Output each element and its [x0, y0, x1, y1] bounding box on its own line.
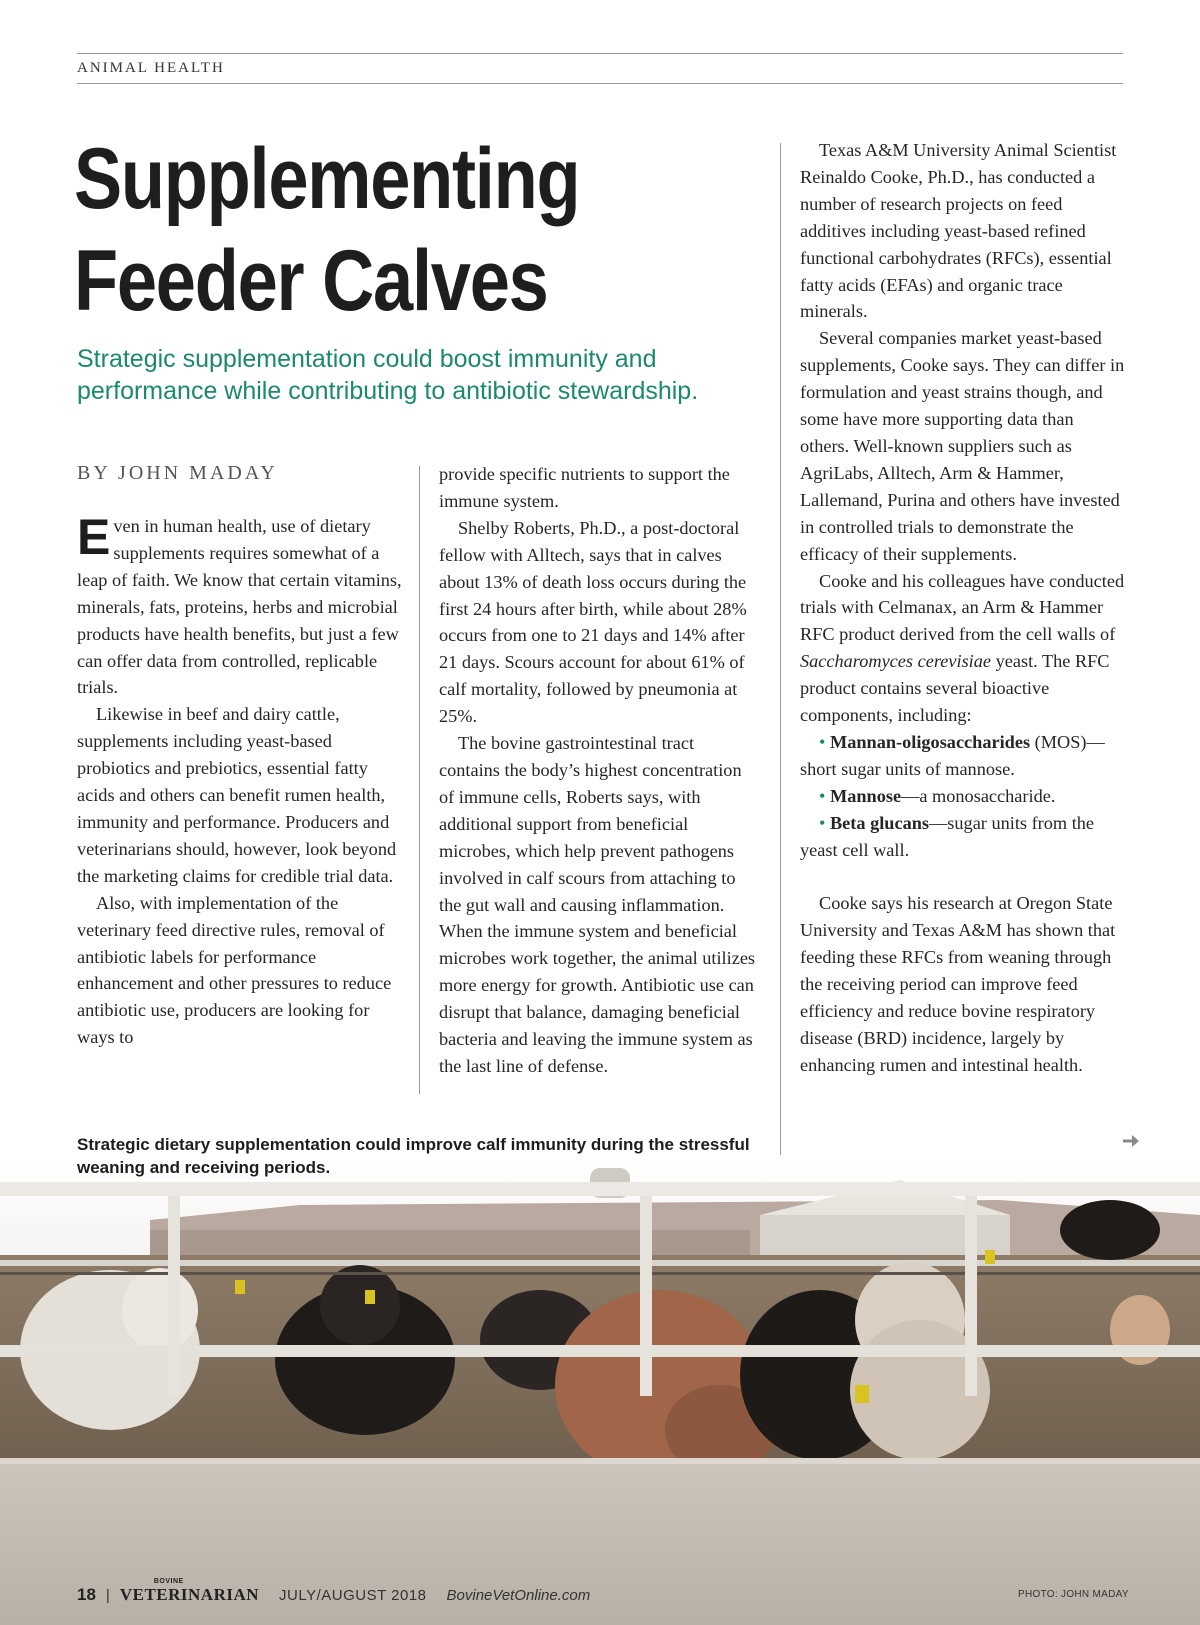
col3-p3-start: Cooke and his colleagues have conducted trials with Celmanax, an Arm & Hammer RFC product derived from the cell walls of [800, 570, 1125, 645]
issue-date: JULY/AUGUST 2018 [279, 1586, 427, 1604]
bullet-dot-icon: • [819, 731, 826, 752]
bullet-dot-icon: • [819, 812, 826, 833]
article-deck: Strategic supplementation could boost immunity and performance while contributing to antibiotic stewardship. [77, 345, 699, 405]
footer-separator: | [105, 1586, 110, 1604]
col3-paragraph-3 [800, 568, 1126, 729]
bullet-term: Mannose [829, 785, 902, 806]
section-label: ANIMAL HEALTH [77, 60, 225, 76]
bullet-term: Mannan-oligosaccharides [829, 731, 1031, 752]
spacer [800, 863, 1126, 890]
column-1 [77, 509, 403, 1051]
bullet-item [800, 783, 1126, 810]
column-3 [800, 137, 1126, 1079]
top-rule-lower [77, 83, 1123, 84]
top-rule-upper [77, 53, 1123, 54]
col1-paragraph-3: Also, with implementation of the veterinary feed directive rules, removal of antibiotic labels for performance enhancement and other pressures to reduce antibiotic use, producers are looking for ways to [77, 892, 392, 1048]
col2-paragraph-2: Shelby Roberts, Ph.D., a post-doctoral fellow with Alltech, says that in calves about 13% of death loss occurs during the first 24 hours after birth, while about 28% occurs from one to 21 days and 14% after 21 days. Scours account for about 61% of calf mortality, followed by pneumonia at 25%. [439, 517, 747, 727]
website-url: BovineVetOnline.com [446, 1586, 591, 1604]
column-2 [439, 461, 759, 1080]
bullet-dot-icon: • [819, 785, 826, 806]
photo-credit: PHOTO: JOHN MADAY [1018, 1589, 1129, 1600]
bullet-term: Beta glucans [829, 812, 930, 833]
page-footer [77, 1578, 591, 1605]
photo-feedlot-calves [0, 1160, 1200, 1625]
species-name: Saccharomyces cerevisiae [800, 651, 992, 672]
col2-paragraph-3: The bovine gastrointestinal tract contains the body’s highest concentration of immune cells, Roberts says, with additional support from beneficial microbes, which help prevent pathogens involved in calf scours from attaching to the gut wall and causing inflammation. When the immune system and beneficial microbes work together, the animal utilizes more energy for growth. Antibiotic use can disrupt that balance, damaging beneficial bacteria and leaving the immune system as the last line of defense. [439, 733, 756, 1076]
col3-paragraph-1: Texas A&M University Animal Scientist Reinaldo Cooke, Ph.D., has conducted a number of research projects on feed additives including yeast-based refined functional carbohydrates (RFCs), essential fatty acids (EFAs) and organic trace minerals. [800, 140, 1117, 322]
col1-paragraph-1 [77, 509, 403, 701]
bullet-item [800, 729, 1126, 783]
col3-paragraph-2: Several companies market yeast-based supplements, Cooke says. They can differ in formulation and yeast strains though, and some have more supporting data than others. Well-known suppliers such as AgriLabs, Alltech, Arm & Hammer, Lallemand, Purina and others have invested in controlled trials to demonstrate the efficacy of their supplements. [800, 328, 1125, 564]
byline: BY JOHN MADAY [77, 462, 278, 484]
arrow-right-icon [1121, 1131, 1141, 1151]
column-divider-1 [419, 466, 420, 1094]
page-number: 18 [77, 1585, 96, 1604]
column-divider-2 [780, 143, 781, 1155]
col3-p3-end: yeast. The RFC product contains several bioactive components, including: [800, 651, 1110, 726]
magazine-logo [119, 1578, 260, 1605]
col1-p1-text: ven in human health, use of dietary supplements requires somewhat of a leap of faith. We know that certain vitamins, minerals, fats, proteins, herbs and microbial products have health benefits, but just a few can offer data from controlled, replicable trials. [77, 516, 402, 698]
col1-paragraph-2: Likewise in beef and dairy cattle, supplements including yeast-based probiotics and prebiotics, essential fatty acids and others can benefit rumen health, immunity and performance. Producers and veterinarians should, however, look beyond the marketing claims for credible trial data. [77, 704, 397, 886]
title-line-1: Supplementing [74, 131, 580, 227]
col2-paragraph-1: provide specific nutrients to support the immune system. [439, 464, 730, 511]
logo-text: VETERINARIAN [119, 1585, 260, 1604]
article-title [74, 128, 645, 332]
bullet-desc: —a monosaccharide. [901, 785, 1056, 806]
title-line-2: Feeder Calves [74, 233, 548, 329]
bullet-desc: (MOS)—short sugar units of mannose. [800, 731, 1105, 779]
bullet-item [800, 810, 1126, 864]
col3-paragraph-4: Cooke says his research at Oregon State University and Texas A&M has shown that feeding these RFCs from weaning through the receiving period can improve feed efficiency and reduce bovine respiratory disease (BRD) incidence, largely by enhancing rumen and intestinal health. [800, 893, 1116, 1075]
photo-caption: Strategic dietary supplementation could improve calf immunity during the stressful weaning and receiving periods. [77, 1135, 750, 1177]
drop-cap: E [77, 509, 111, 565]
logo-small-text: BOVINE [153, 1578, 184, 1585]
bullet-desc: —sugar units from the yeast cell wall. [800, 812, 1095, 860]
